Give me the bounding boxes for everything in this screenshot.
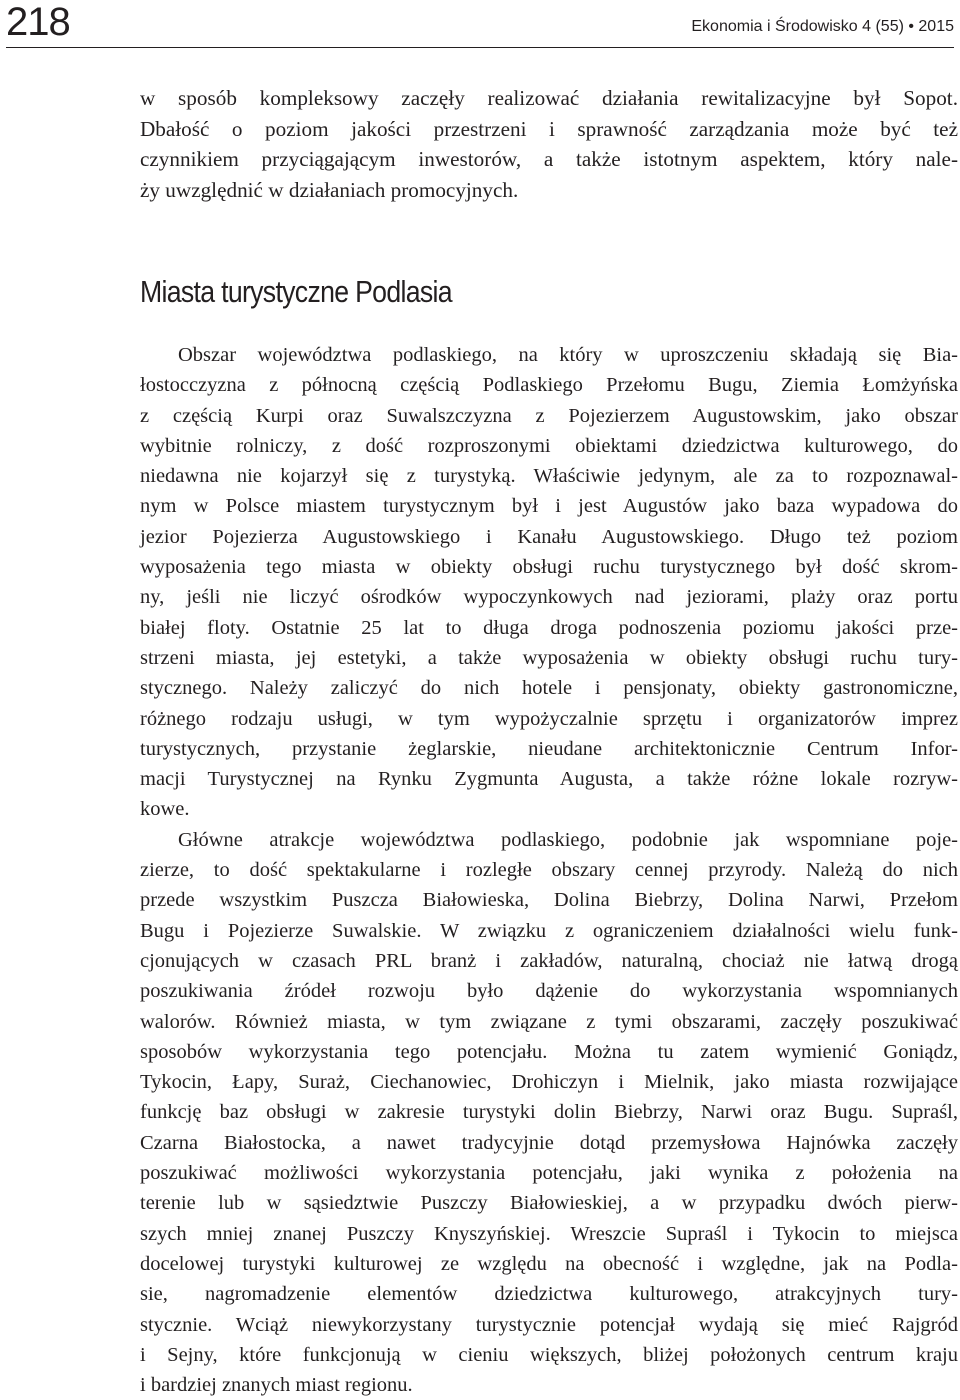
text-line: turystycznych, przystanie żeglarskie, nieudane architektonicznie Centrum Infor- bbox=[140, 737, 958, 760]
text-line: poszukiwania źródeł rozwoju było dążenie do wykorzystania wspomnianych bbox=[140, 980, 958, 1003]
text-line: ny, jeśli nie liczyć ośrodków wypoczynkowych nad jeziorami, plaży oraz portu bbox=[140, 586, 958, 609]
text-line: niedawna nie kojarzył się z turystyką. Właściwie jedynym, ale za to rozpoznawal- bbox=[140, 465, 958, 488]
text-line: nym w Polsce miastem turystycznym był i jest Augustów jako baza wypadowa do bbox=[140, 495, 958, 518]
text-line: wyposażenia tego miasta w obiekty obsługi ruchu turystycznego był dość skrom- bbox=[140, 556, 958, 579]
text-line: Bugu i Pojezierze Suwalskie. W związku z ograniczeniem działalności wielu funk- bbox=[140, 919, 958, 942]
text-line: wybitnie rolniczy, z dość rozproszonymi obiektami dziedzictwa kulturowego, do bbox=[140, 434, 958, 457]
text-line: sposobów wykorzystania tego potencjału. Można tu zatem wymienić Goniądz, bbox=[140, 1040, 958, 1063]
text-line: jezior Pojezierza Augustowskiego i Kanału Augustowskiego. Długo też poziom bbox=[140, 525, 958, 548]
intro-paragraph bbox=[140, 83, 958, 205]
text-line: białej floty. Ostatnie 25 lat to długa droga podnoszenia poziomu jakości prze- bbox=[140, 616, 958, 639]
text-line: łostocczyzna z północną częścią Podlaskiego Przełomu Bugu, Ziemia Łomżyńska bbox=[140, 374, 958, 397]
text-line: różnego rodzaju usługi, w tym wypożyczalnie sprzętu i organizatorów imprez bbox=[140, 707, 958, 730]
header-rule bbox=[6, 47, 954, 48]
intro-line: czynnikiem przyciągającym inwestorów, a także istotnym aspektem, który nale- bbox=[140, 147, 958, 171]
text-line: cjonujących w czasach PRL branż i zakładów, naturalną, chociaż nie łatwą drogą bbox=[140, 949, 958, 972]
intro-line: w sposób kompleksowy zaczęły realizować działania rewitalizacyjne był Sopot. bbox=[140, 86, 958, 110]
text-line: z częścią Kurpi oraz Suwalszczyzna z Pojezierzem Augustowskim, jako obszar bbox=[140, 404, 958, 427]
intro-line: ży uwzględnić w działaniach promocyjnych. bbox=[140, 177, 519, 202]
text-line: strzeni miasta, jej estetyki, a także wyposażenia w obiekty obsługi ruchu tury- bbox=[140, 646, 958, 669]
section-body bbox=[140, 340, 958, 1400]
text-line: stycznego. Należy zaliczyć do nich hotele i pensjonaty, obiekty gastronomiczne, bbox=[140, 677, 958, 700]
text-line: stycznie. Wciąż niewykorzystany turystycznie potencjał wydają się mieć Rajgród bbox=[140, 1313, 958, 1336]
paragraph-2 bbox=[140, 825, 958, 1400]
text-line: szych mniej znanej Puszczy Knyszyńskiej. Wreszcie Supraśl i Tykocin to miejsca bbox=[140, 1222, 958, 1245]
text-line: Czarna Białostocka, a nawet tradycyjnie dotąd przemysłowa Hajnówka zaczęły bbox=[140, 1131, 958, 1154]
text-line: i Sejny, które funkcjonują w cieniu większych, bliżej położonych centrum kraju bbox=[140, 1343, 958, 1366]
text-line: terenie lub w sąsiedztwie Puszczy Białowieskiej, a w przypadku dwóch pierw- bbox=[140, 1192, 958, 1215]
text-line: poszukiwać możliwości wykorzystania potencjału, jaki wynika z położenia na bbox=[140, 1162, 958, 1185]
page-number: 218 bbox=[6, 0, 70, 44]
text-line: macji Turystycznej na Rynku Zygmunta Augusta, a także różne lokale rozryw- bbox=[140, 768, 958, 791]
paragraph-1 bbox=[140, 340, 958, 825]
text-line: docelowej turystyki kulturowej ze względu na obecność i względne, jak na Podla- bbox=[140, 1252, 958, 1275]
text-line: walorów. Również miasta, w tym związane z tymi obszarami, zaczęły poszukiwać bbox=[140, 1010, 958, 1033]
text-line: przede wszystkim Puszcza Białowieska, Dolina Biebrzy, Dolina Narwi, Przełom bbox=[140, 889, 958, 912]
text-line: Tykocin, Łapy, Suraż, Ciechanowiec, Drohiczyn i Mielnik, jako miasta rozwijające bbox=[140, 1071, 958, 1094]
text-line: zierze, to dość spektakularne i rozległe obszary cennej przyrody. Należą do nich bbox=[140, 859, 958, 882]
text-line: Obszar województwa podlaskiego, na który w uproszczeniu składają się Bia- bbox=[178, 344, 958, 366]
intro-line: Dbałość o poziom jakości przestrzeni i sprawność zarządzania może być też bbox=[140, 116, 958, 141]
running-head: Ekonomia i Środowisko 4 (55) • 2015 bbox=[691, 18, 954, 35]
text-line: kowe. bbox=[140, 798, 190, 821]
section-heading: Miasta turystyczne Podlasia bbox=[140, 274, 452, 309]
text-line: i bardziej znanych miast regionu. bbox=[140, 1374, 413, 1397]
text-line: sie, nagromadzenie elementów dziedzictwa kulturowego, atrakcyjnych tury- bbox=[140, 1283, 958, 1306]
text-line: funkcję baz obsługi w zakresie turystyki dolin Biebrzy, Narwi oraz Bugu. Supraśl, bbox=[140, 1101, 958, 1124]
text-line: Główne atrakcje województwa podlaskiego, podobnie jak wspomniane poje- bbox=[178, 828, 958, 851]
